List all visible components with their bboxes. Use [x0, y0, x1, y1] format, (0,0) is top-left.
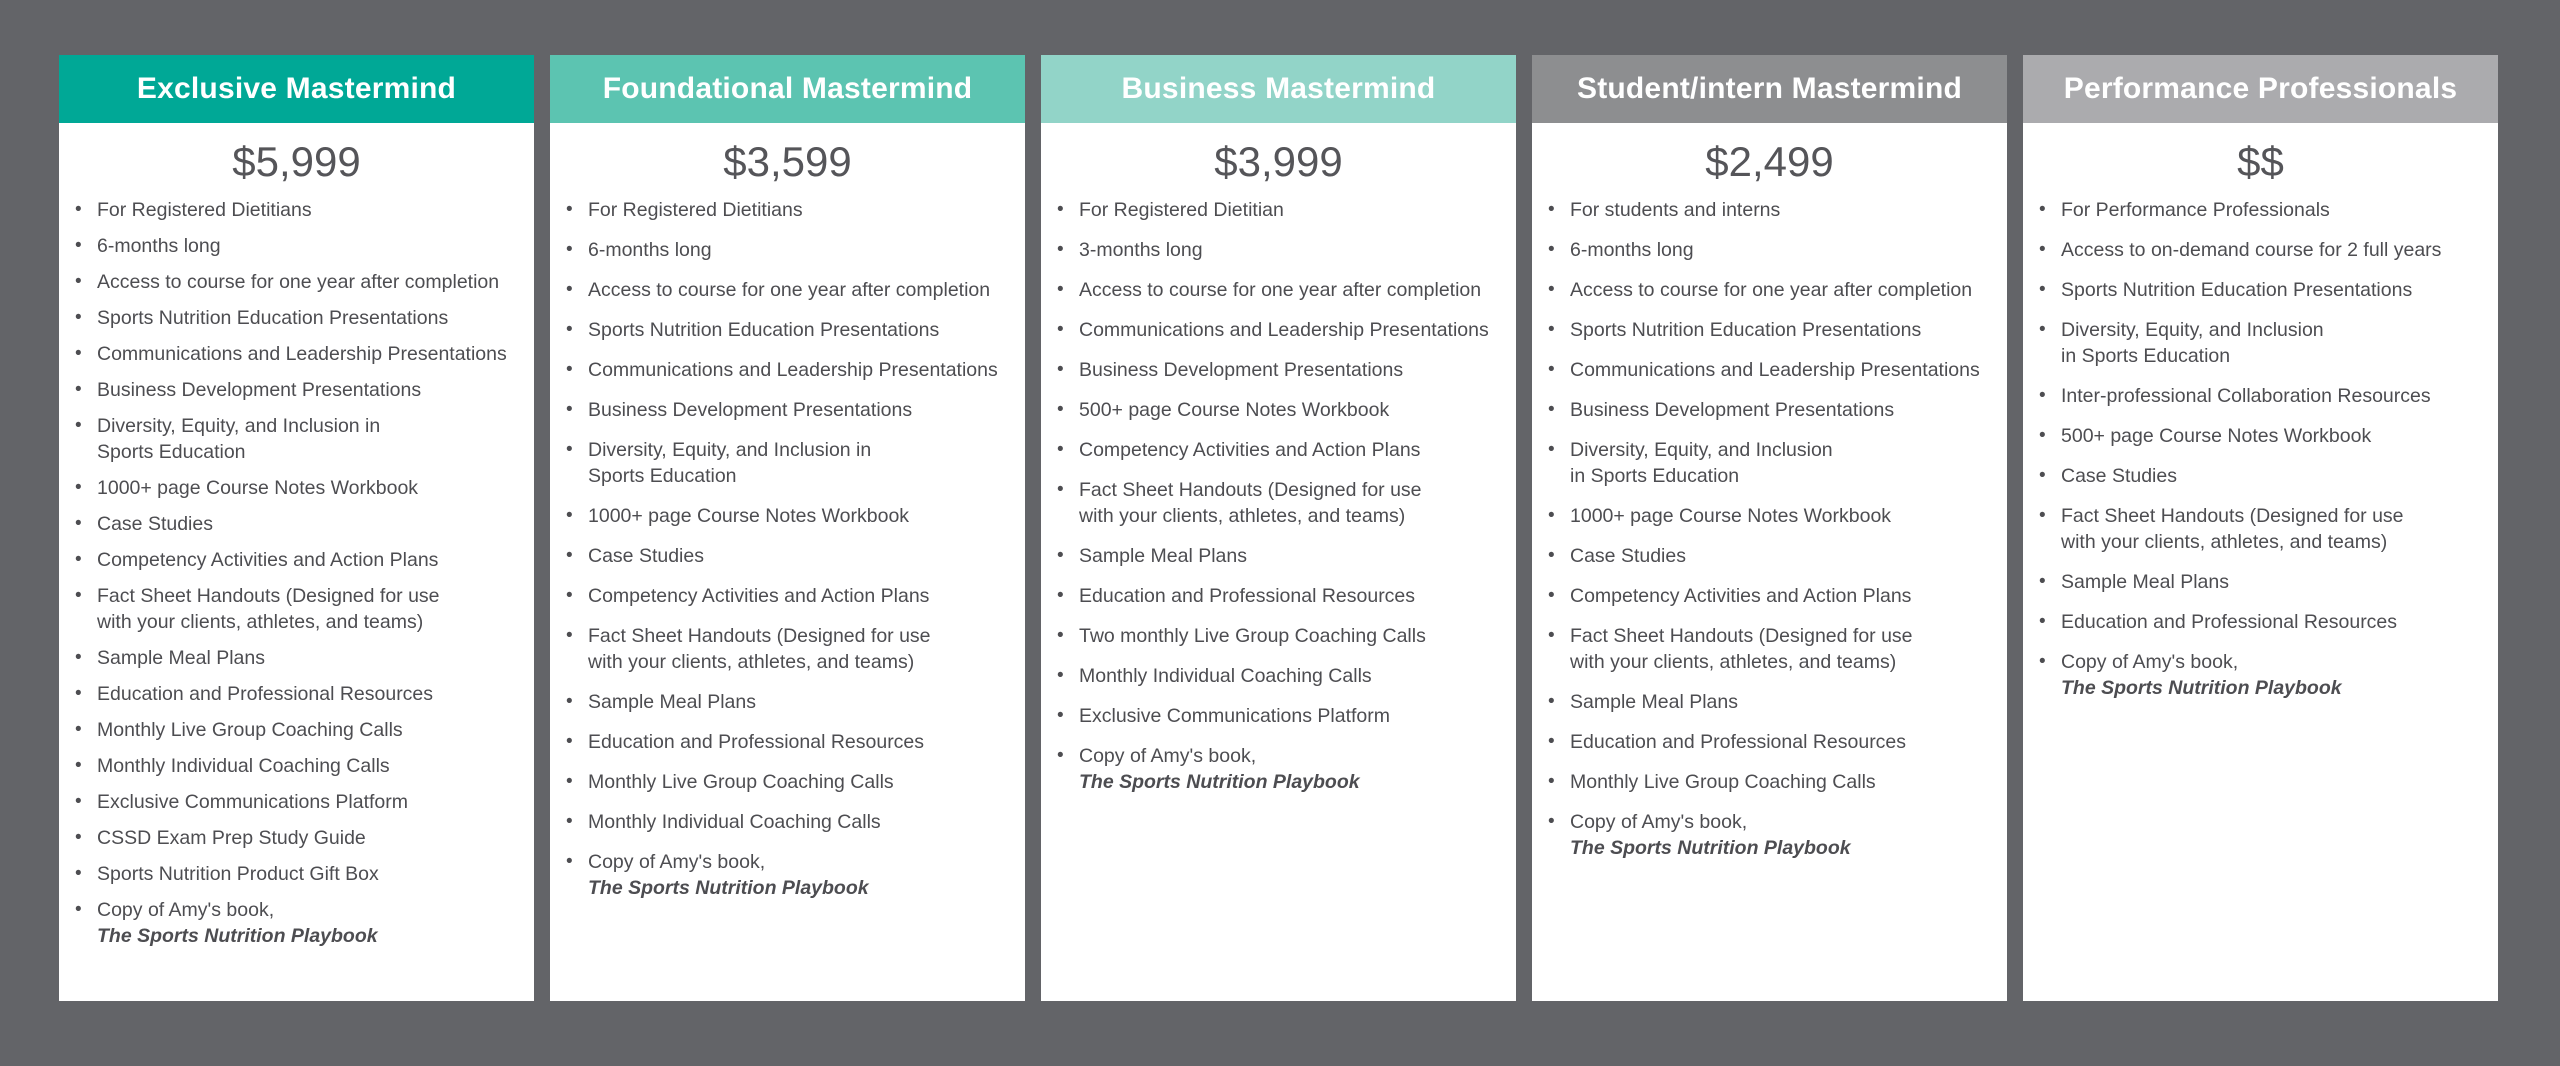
- feature-item: • Sample Meal Plans: [1546, 689, 1999, 715]
- book-line: Copy of Amy's book,: [2061, 651, 2239, 673]
- feature-item: • Sports Nutrition Education Presentations: [73, 305, 526, 331]
- feature-item: • Business Development Presentations: [73, 377, 526, 403]
- feature-item: • Fact Sheet Handouts (Designed for use with your clients, athletes, and teams): [1055, 477, 1508, 529]
- card-title: Business Mastermind: [1041, 55, 1516, 123]
- card-title: Foundational Mastermind: [550, 55, 1025, 123]
- book-title: The Sports Nutrition Playbook: [588, 877, 869, 899]
- feature-item: • Monthly Individual Coaching Calls: [564, 809, 1017, 835]
- feature-item: • 6-months long: [73, 233, 526, 259]
- card-title: Performance Professionals: [2023, 55, 2498, 123]
- feature-item: • Fact Sheet Handouts (Designed for use with your clients, athletes, and teams): [2037, 503, 2490, 555]
- feature-item: • Access to course for one year after completion: [564, 277, 1017, 303]
- feature-item: • Communications and Leadership Presentations: [1055, 317, 1508, 343]
- feature-item: • 1000+ page Course Notes Workbook: [1546, 503, 1999, 529]
- feature-item: • 500+ page Course Notes Workbook: [2037, 423, 2490, 449]
- feature-item: • Sports Nutrition Product Gift Box: [73, 861, 526, 887]
- feature-item-book: [2037, 649, 2490, 701]
- feature-item: • 1000+ page Course Notes Workbook: [73, 475, 526, 501]
- book-title: The Sports Nutrition Playbook: [1570, 837, 1851, 859]
- feature-item: • Diversity, Equity, and Inclusion in Sports Education: [564, 437, 1017, 489]
- feature-item: • For students and interns: [1546, 197, 1999, 223]
- pricing-card: [550, 55, 1025, 1001]
- feature-item: • Sample Meal Plans: [73, 645, 526, 671]
- feature-item: • Diversity, Equity, and Inclusion in Sports Education: [73, 413, 526, 465]
- feature-item: • Communications and Leadership Presentations: [1546, 357, 1999, 383]
- feature-item: • Exclusive Communications Platform: [73, 789, 526, 815]
- feature-item-book: [1546, 809, 1999, 861]
- feature-item: • Education and Professional Resources: [1546, 729, 1999, 755]
- feature-item: • Education and Professional Resources: [2037, 609, 2490, 635]
- card-price: $3,599: [723, 138, 852, 185]
- feature-item: • 1000+ page Course Notes Workbook: [564, 503, 1017, 529]
- feature-item: • Monthly Live Group Coaching Calls: [1546, 769, 1999, 795]
- feature-item: • Education and Professional Resources: [1055, 583, 1508, 609]
- feature-item: • Diversity, Equity, and Inclusion in Sports Education: [2037, 317, 2490, 369]
- feature-item-book: [73, 897, 526, 949]
- feature-list: [59, 197, 534, 959]
- feature-item: • Monthly Individual Coaching Calls: [1055, 663, 1508, 689]
- feature-item-book: [1055, 743, 1508, 795]
- feature-item: • For Registered Dietitians: [73, 197, 526, 223]
- pricing-card: [59, 55, 534, 1001]
- feature-item: • Monthly Live Group Coaching Calls: [564, 769, 1017, 795]
- feature-item: • Sample Meal Plans: [564, 689, 1017, 715]
- feature-item: • Two monthly Live Group Coaching Calls: [1055, 623, 1508, 649]
- feature-item-book: [564, 849, 1017, 901]
- card-price: $5,999: [232, 138, 361, 185]
- feature-item: • Case Studies: [1546, 543, 1999, 569]
- feature-item: • Education and Professional Resources: [73, 681, 526, 707]
- pricing-card: [1041, 55, 1516, 1001]
- feature-item: • Competency Activities and Action Plans: [1055, 437, 1508, 463]
- pricing-card: [1532, 55, 2007, 1001]
- book-line: Copy of Amy's book,: [588, 851, 766, 873]
- card-title: Exclusive Mastermind: [59, 55, 534, 123]
- feature-item: • Business Development Presentations: [564, 397, 1017, 423]
- feature-item: • Sample Meal Plans: [2037, 569, 2490, 595]
- feature-item: • Case Studies: [564, 543, 1017, 569]
- feature-item: • Diversity, Equity, and Inclusion in Sports Education: [1546, 437, 1999, 489]
- feature-item: • For Performance Professionals: [2037, 197, 2490, 223]
- feature-item: • Competency Activities and Action Plans: [73, 547, 526, 573]
- feature-item: • Monthly Individual Coaching Calls: [73, 753, 526, 779]
- card-price: $$: [2237, 138, 2284, 185]
- feature-list: [1041, 197, 1516, 809]
- feature-item: • Sports Nutrition Education Presentations: [564, 317, 1017, 343]
- card-title: Student/intern Mastermind: [1532, 55, 2007, 123]
- book-line: Copy of Amy's book,: [1079, 745, 1257, 767]
- feature-item: • 6-months long: [1546, 237, 1999, 263]
- feature-item: • Business Development Presentations: [1546, 397, 1999, 423]
- feature-list: [2023, 197, 2498, 715]
- feature-item: • Access to course for one year after completion: [73, 269, 526, 295]
- feature-item: • Competency Activities and Action Plans: [1546, 583, 1999, 609]
- feature-item: • Sample Meal Plans: [1055, 543, 1508, 569]
- feature-item: • Access to course for one year after completion: [1055, 277, 1508, 303]
- feature-item: • Communications and Leadership Presentations: [73, 341, 526, 367]
- feature-item: • Business Development Presentations: [1055, 357, 1508, 383]
- feature-item: • Inter-professional Collaboration Resources: [2037, 383, 2490, 409]
- feature-item: • Education and Professional Resources: [564, 729, 1017, 755]
- feature-item: • Fact Sheet Handouts (Designed for use with your clients, athletes, and teams): [1546, 623, 1999, 675]
- feature-item: • For Registered Dietitian: [1055, 197, 1508, 223]
- book-line: Copy of Amy's book,: [97, 899, 275, 921]
- book-title: The Sports Nutrition Playbook: [2061, 677, 2342, 699]
- pricing-card: [2023, 55, 2498, 1001]
- feature-item: • 6-months long: [564, 237, 1017, 263]
- feature-item: • Access to on-demand course for 2 full years: [2037, 237, 2490, 263]
- card-price: $3,999: [1214, 138, 1343, 185]
- feature-list: [550, 197, 1025, 915]
- feature-item: • CSSD Exam Prep Study Guide: [73, 825, 526, 851]
- pricing-cards: [59, 55, 2498, 1001]
- feature-item: • Monthly Live Group Coaching Calls: [73, 717, 526, 743]
- card-price: $2,499: [1705, 138, 1834, 185]
- feature-list: [1532, 197, 2007, 875]
- book-title: The Sports Nutrition Playbook: [1079, 771, 1360, 793]
- feature-item: • 500+ page Course Notes Workbook: [1055, 397, 1508, 423]
- feature-item: • Case Studies: [73, 511, 526, 537]
- feature-item: • Case Studies: [2037, 463, 2490, 489]
- book-line: Copy of Amy's book,: [1570, 811, 1748, 833]
- feature-item: • For Registered Dietitians: [564, 197, 1017, 223]
- feature-item: • Sports Nutrition Education Presentations: [2037, 277, 2490, 303]
- feature-item: • Fact Sheet Handouts (Designed for use with your clients, athletes, and teams): [73, 583, 526, 635]
- feature-item: • Exclusive Communications Platform: [1055, 703, 1508, 729]
- feature-item: • 3-months long: [1055, 237, 1508, 263]
- feature-item: • Sports Nutrition Education Presentations: [1546, 317, 1999, 343]
- book-title: The Sports Nutrition Playbook: [97, 925, 378, 947]
- feature-item: • Communications and Leadership Presentations: [564, 357, 1017, 383]
- feature-item: • Fact Sheet Handouts (Designed for use with your clients, athletes, and teams): [564, 623, 1017, 675]
- feature-item: • Competency Activities and Action Plans: [564, 583, 1017, 609]
- feature-item: • Access to course for one year after completion: [1546, 277, 1999, 303]
